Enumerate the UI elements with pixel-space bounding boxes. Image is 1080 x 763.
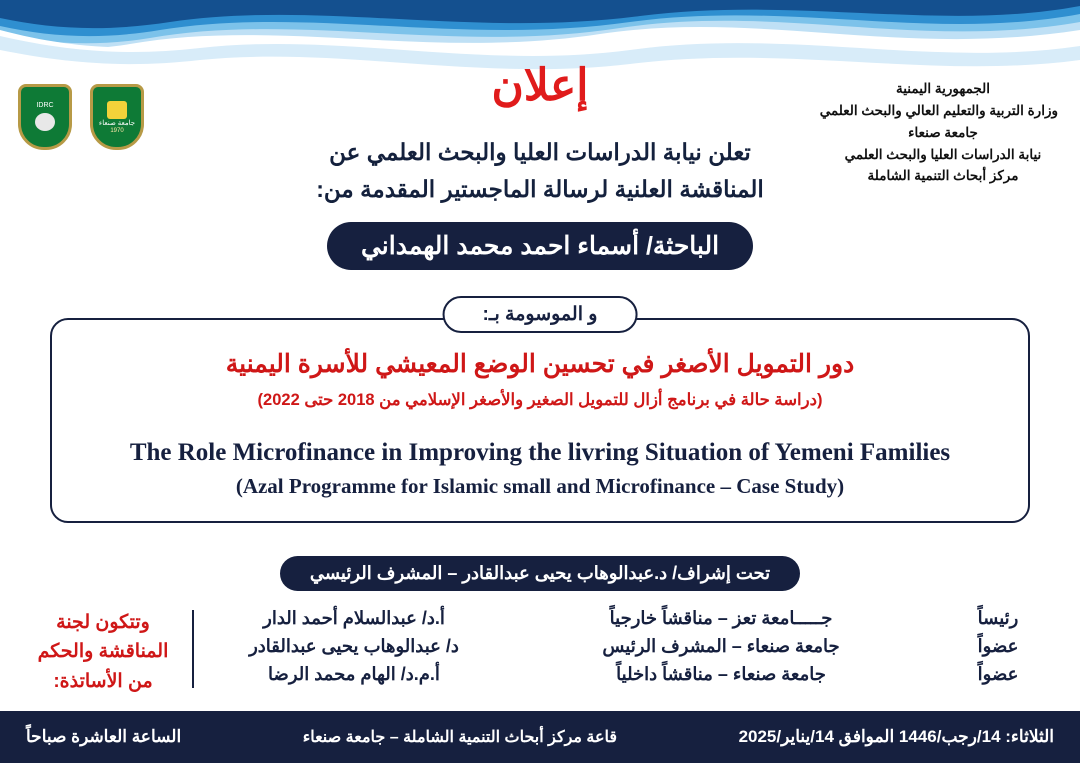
logo-subtitle: 1970 [110, 128, 124, 135]
footer-venue: قاعة مركز أبحاث التنمية الشاملة – جامعة صنعاء [302, 729, 618, 746]
committee-label [28, 606, 178, 696]
footer-date: الثلاثاء: 14/رجب/1446 الموافق 14/يناير/2025 [738, 727, 1054, 746]
committee-divider [192, 610, 194, 688]
thesis-arabic-title: دور التمويل الأصغر في تحسين الوضع المعيشي للأسرة اليمنية [225, 350, 855, 378]
committee-label-line-1: وتتكون لجنة [56, 612, 150, 633]
committee-member-name: أ.م.د/ الهام محمد الرضا [268, 664, 440, 684]
footer-time: الساعة العاشرة صباحاً [26, 727, 182, 746]
logo-title: جامعة صنعاء [98, 120, 136, 128]
book-emblem-icon [35, 113, 55, 131]
org-line-deanship: نيابة الدراسات العليا والبحث العلمي [844, 146, 1042, 162]
intro-line-1: تعلن نيابة الدراسات العليا والبحث العلمي عن [329, 139, 751, 165]
committee-member-role: عضواً [977, 636, 1019, 656]
page-title: إعلان [491, 61, 589, 110]
org-line-country: الجمهورية اليمنية [896, 81, 990, 96]
committee-table [204, 606, 1058, 685]
committee-member-affiliation: جامعة صنعاء – المشرف الرئيس [602, 636, 840, 656]
researcher-container [0, 222, 1080, 270]
supervisor-container [0, 556, 1080, 591]
committee-member-name: د/ عبدالوهاب يحيى عبدالقادر [249, 636, 459, 656]
committee-member-role: عضواً [977, 664, 1019, 684]
org-line-ministry: وزارة التربية والتعليم العالي والبحث العلمي [819, 102, 1058, 118]
thesis-arabic-subtitle: (دراسة حالة في برنامج أزال للتمويل الصغير والأصغر الإسلامي من 2018 حتى 2022) [257, 391, 823, 410]
table-row [204, 608, 1058, 629]
committee-member-affiliation: جـــــامعة تعز – مناقشاً خارجياً [609, 608, 833, 628]
thesis-english-subtitle: (Azal Programme for Islamic small and Microfinance – Case Study) [235, 474, 845, 498]
org-line-university: جامعة صنعاء [908, 124, 978, 140]
supervisor-badge: تحت إشراف/ د.عبدالوهاب يحيى عبدالقادر – المشرف الرئيسي [280, 556, 800, 591]
footer-bar [0, 711, 1080, 763]
titled-with-label: و الموسومة بـ: [443, 296, 638, 333]
committee-label-line-3: من الأساتذة: [53, 670, 153, 692]
committee-member-role: رئيساً [977, 608, 1019, 628]
logo-title: IDRC [36, 102, 54, 110]
committee-section [28, 606, 1058, 702]
table-row [204, 636, 1058, 657]
committee-label-line-2: المناقشة والحكم [37, 641, 169, 663]
researcher-name-badge: الباحثة/ أسماء احمد محمد الهمداني [327, 222, 753, 270]
table-row [204, 664, 1058, 685]
intro-line-2: المناقشة العلنية لرسالة الماجستير المقدمة من: [316, 175, 764, 202]
committee-member-name: أ.د/ عبدالسلام أحمد الدار [263, 608, 445, 628]
committee-member-affiliation: جامعة صنعاء – مناقشاً داخلياً [616, 664, 826, 684]
org-line-center: مركز أبحاث التنمية الشاملة [867, 168, 1019, 184]
announcement-intro [0, 134, 1080, 208]
thesis-english-title: The Role Microfinance in Improving the livring Situation of Yemeni Families [129, 439, 951, 467]
thesis-title-box [50, 318, 1030, 523]
